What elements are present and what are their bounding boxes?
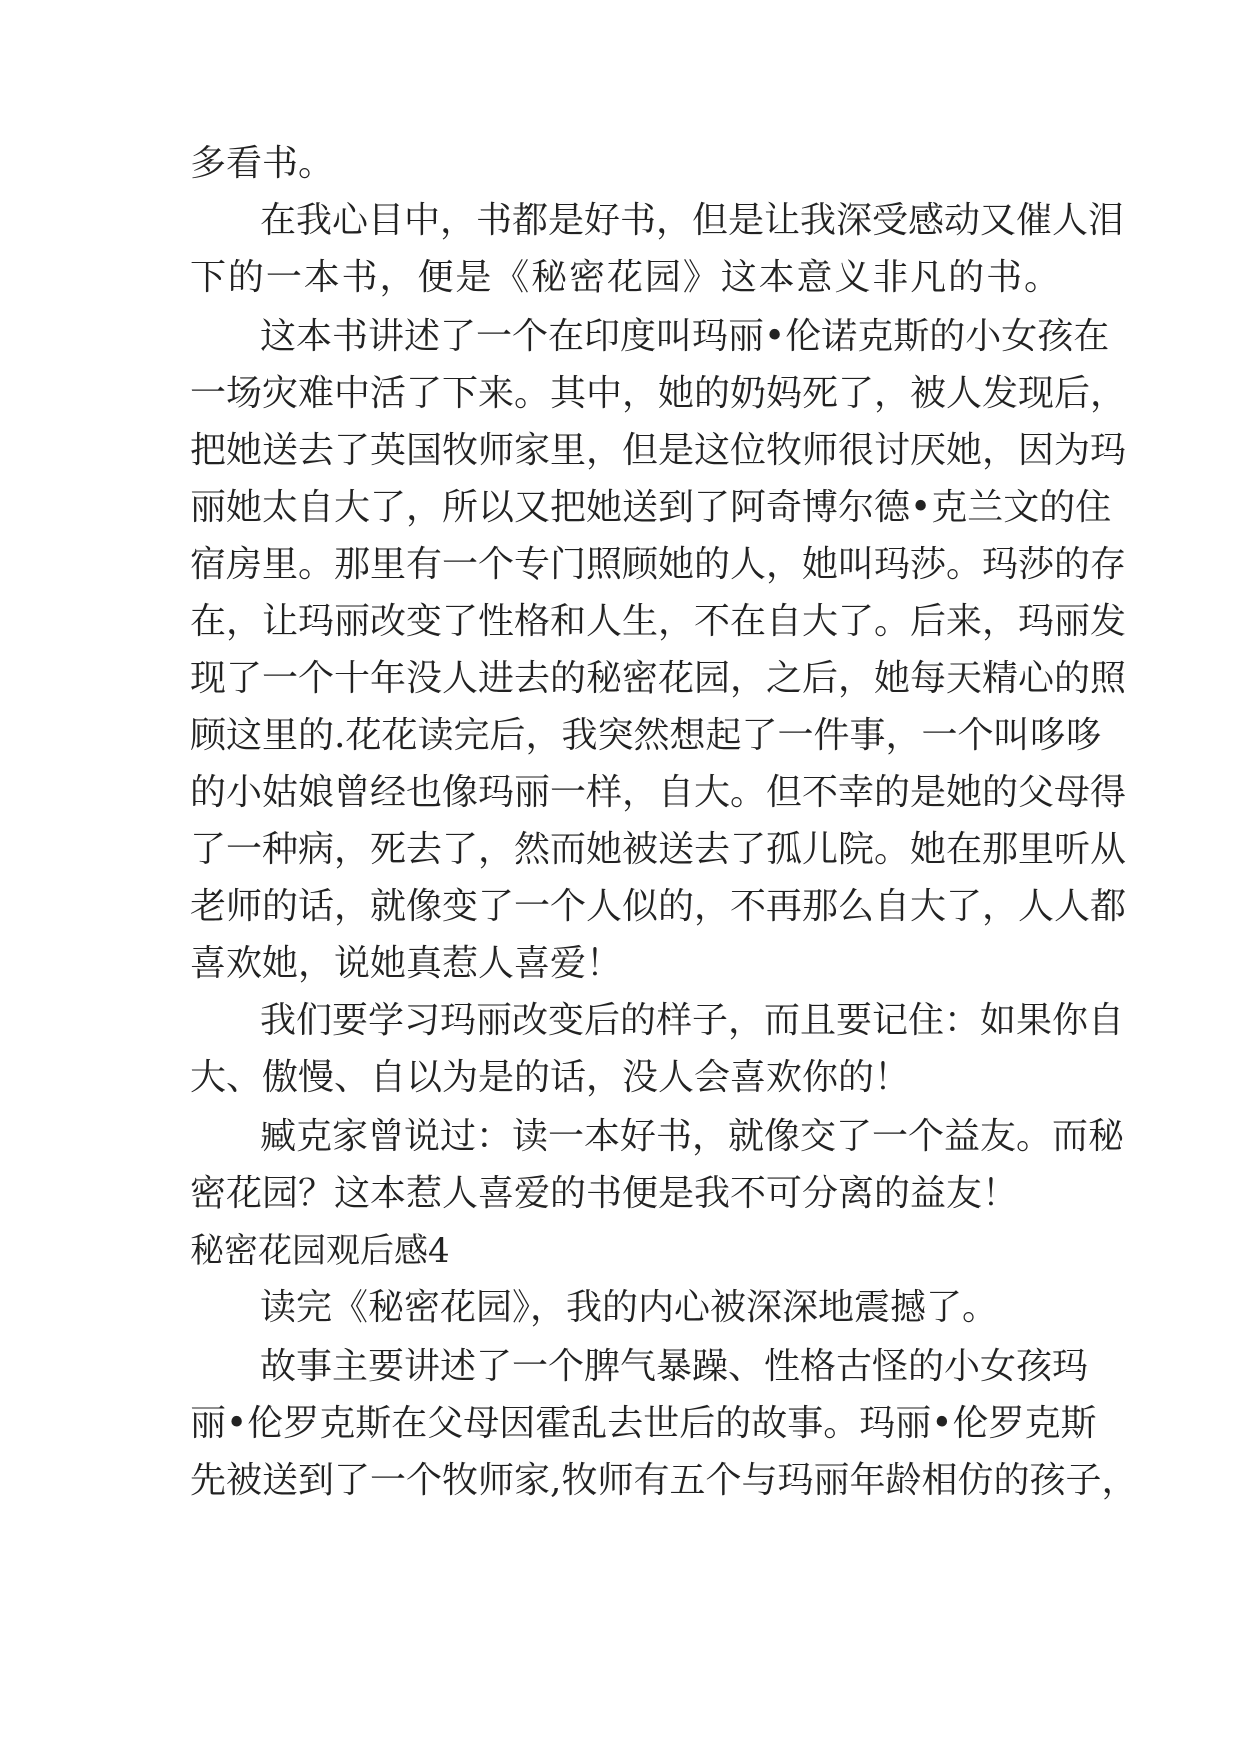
text-line: 把她送去了英国牧师家里，但是这位牧师很讨厌她，因为玛 [190, 430, 1127, 471]
text-line: 下的一本书，便是《秘密花园》这本意义非凡的书。 [190, 257, 1060, 298]
text-line: 丽•伦罗克斯在父母因霍乱去世后的故事。玛丽•伦罗克斯 [190, 1403, 1097, 1444]
text-line: 的小姑娘曾经也像玛丽一样，自大。但不幸的是她的父母得 [190, 772, 1127, 813]
section-heading: 秘密花园观后感4 [190, 1231, 450, 1271]
text-line: 了一种病，死去了，然而她被送去了孤儿院。她在那里听从 [190, 829, 1127, 870]
text-line: 先被送到了一个牧师家,牧师有五个与玛丽年龄相仿的孩子， [190, 1460, 1138, 1501]
text-line: 喜欢她，说她真惹人喜爱！ [190, 943, 623, 984]
text-line: 丽她太自大了，所以又把她送到了阿奇博尔德•克兰文的住 [190, 487, 1112, 528]
text-line: 一场灾难中活了下来。其中，她的奶妈死了，被人发现后， [190, 373, 1127, 414]
text-line: 密花园？这本惹人喜爱的书便是我不可分离的益友！ [190, 1173, 1019, 1214]
text-line: 顾这里的.花花读完后，我突然想起了一件事，一个叫哆哆 [190, 715, 1102, 756]
text-line: 在，让玛丽改变了性格和人生，不在自大了。后来，玛丽发 [190, 601, 1127, 642]
text-line: 宿房里。那里有一个专门照顾她的人，她叫玛莎。玛莎的存 [190, 544, 1127, 585]
text-line: 臧克家曾说过：读一本好书，就像交了一个益友。而秘 [260, 1116, 1125, 1157]
text-line: 读完《秘密花园》，我的内心被深深地震撼了。 [260, 1287, 999, 1328]
text-line: 这本书讲述了一个在印度叫玛丽•伦诺克斯的小女孩在 [260, 316, 1110, 357]
text-line: 多看书。 [190, 143, 335, 184]
text-line: 现了一个十年没人进去的秘密花园，之后，她每天精心的照 [190, 658, 1127, 699]
text-line: 故事主要讲述了一个脾气暴躁、性格古怪的小女孩玛 [260, 1346, 1089, 1387]
text-line: 我们要学习玛丽改变后的样子，而且要记住：如果你自 [260, 1000, 1125, 1041]
text-line: 在我心目中，书都是好书，但是让我深受感动又催人泪 [260, 200, 1125, 241]
text-line: 老师的话，就像变了一个人似的，不再那么自大了，人人都 [190, 886, 1127, 927]
text-line: 大、傲慢、自以为是的话，没人会喜欢你的！ [190, 1057, 911, 1098]
